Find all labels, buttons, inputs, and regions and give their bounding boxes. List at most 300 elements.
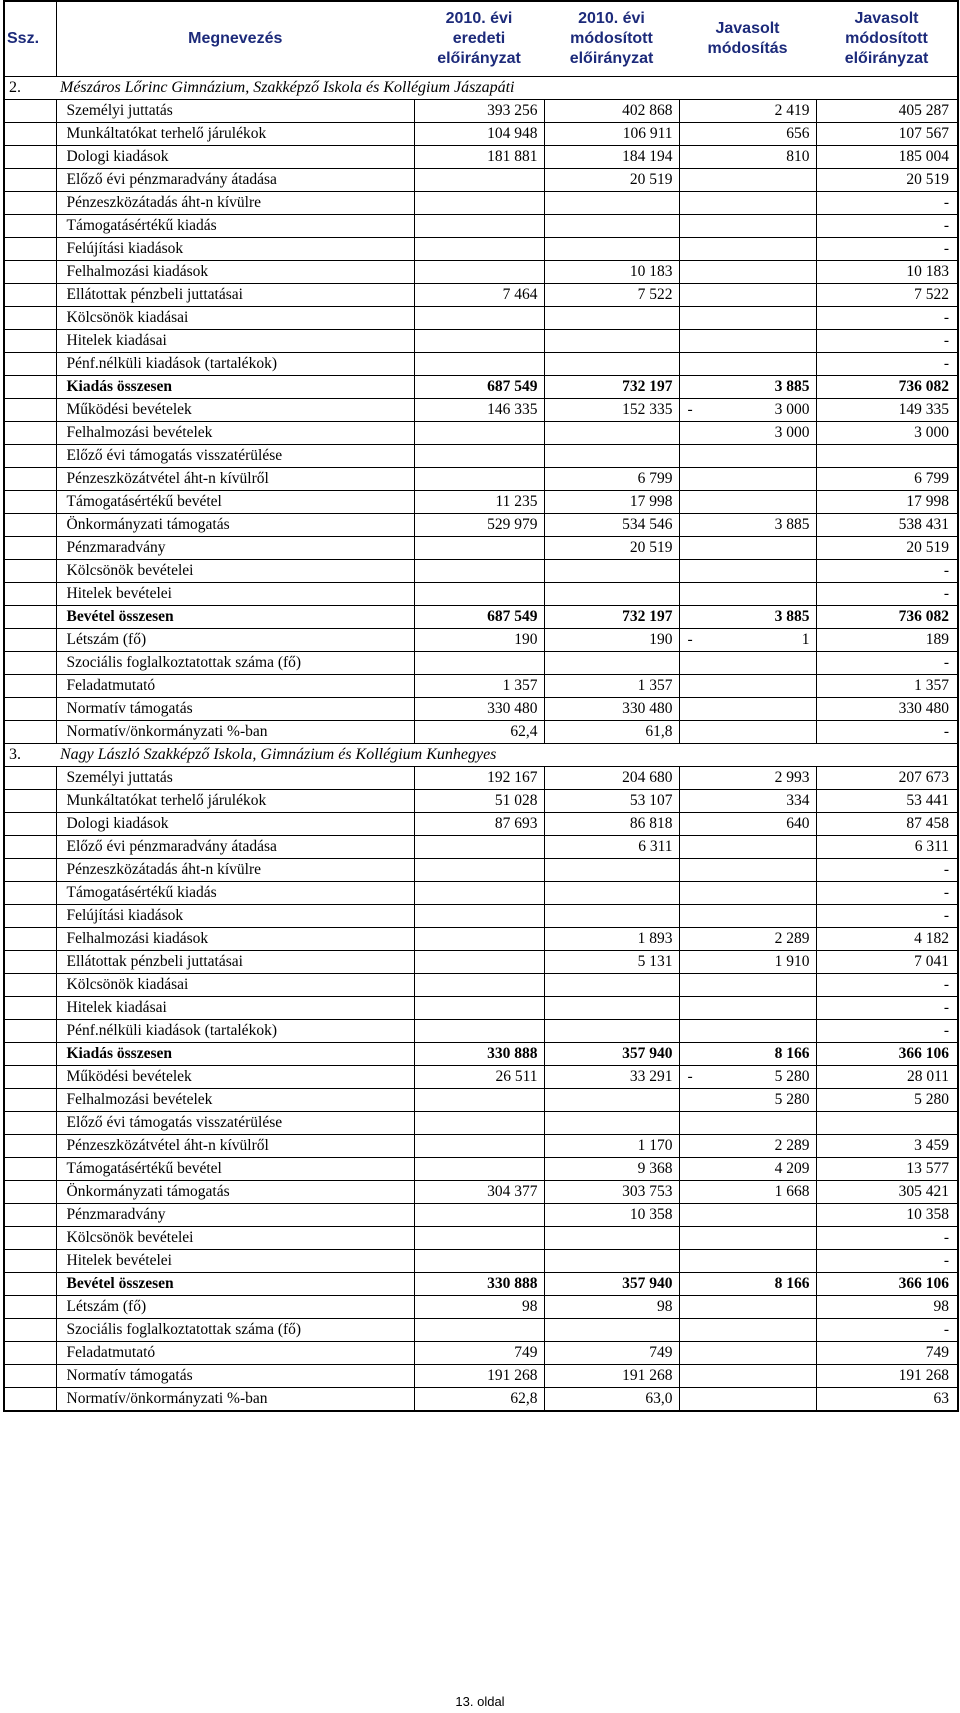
table-row [4, 629, 958, 652]
table-row [4, 1388, 958, 1412]
row-label: Pénf.nélküli kiadások (tartalékok) [56, 353, 414, 376]
row-value-v4 [816, 974, 958, 997]
table-row [4, 583, 958, 606]
table-row [4, 422, 958, 445]
row-label: Felhalmozási bevételek [56, 422, 414, 445]
row-value-v1 [414, 169, 544, 192]
row-value-v4 [816, 1066, 958, 1089]
row-value-v4 [816, 1089, 958, 1112]
value-text: - [943, 332, 949, 349]
row-value-v1 [414, 376, 544, 399]
row-value-v2 [544, 376, 679, 399]
value-text: 6 799 [637, 470, 673, 487]
row-value-v2 [544, 422, 679, 445]
row-label: Felhalmozási bevételek [56, 1089, 414, 1112]
value-text: - [943, 1229, 949, 1246]
row-value-v3 [679, 629, 816, 652]
value-text: 687 549 [487, 608, 538, 625]
row-label: Működési bevételek [56, 399, 414, 422]
row-value-v1 [414, 1273, 544, 1296]
value-text: 191 268 [487, 1367, 538, 1384]
change-sign: - [687, 1068, 693, 1085]
value-text: 1 170 [637, 1137, 673, 1154]
row-value-v2 [544, 790, 679, 813]
table-row [4, 307, 958, 330]
row-value-v2 [544, 882, 679, 905]
value-text: 3 000 [914, 424, 949, 441]
row-value-v3 [679, 1296, 816, 1319]
value-text: 6 311 [914, 838, 949, 855]
table-row [4, 698, 958, 721]
row-ssz-cell [4, 1273, 56, 1296]
row-value-v3 [679, 238, 816, 261]
row-ssz-cell [4, 169, 56, 192]
row-label: Létszám (fő) [56, 1296, 414, 1319]
row-ssz-cell [4, 399, 56, 422]
row-value-v3 [679, 1089, 816, 1112]
value-text: 192 167 [487, 769, 538, 786]
row-value-v4 [816, 997, 958, 1020]
table-row [4, 468, 958, 491]
row-value-v4 [816, 330, 958, 353]
row-label: Ellátottak pénzbeli juttatásai [56, 951, 414, 974]
value-text: 53 441 [906, 792, 949, 809]
row-ssz-cell [4, 491, 56, 514]
row-value-v3 [679, 1181, 816, 1204]
row-value-v3 [679, 560, 816, 583]
value-text: 366 106 [898, 1045, 949, 1062]
row-value-v2 [544, 169, 679, 192]
row-value-v3 [679, 1158, 816, 1181]
row-value-v4 [816, 215, 958, 238]
value-text: 640 [786, 815, 810, 832]
row-ssz-cell [4, 583, 56, 606]
table-row [4, 813, 958, 836]
row-label: Feladatmutató [56, 675, 414, 698]
table-row [4, 261, 958, 284]
row-value-v4 [816, 307, 958, 330]
value-text: 5 280 [774, 1068, 810, 1085]
row-value-v1 [414, 192, 544, 215]
row-value-v2 [544, 307, 679, 330]
row-value-v3 [679, 284, 816, 307]
row-value-v1 [414, 606, 544, 629]
row-label: Bevétel összesen [56, 1273, 414, 1296]
value-text: 1 357 [502, 677, 538, 694]
row-value-v4 [816, 146, 958, 169]
value-text: 17 998 [906, 493, 949, 510]
change-sign: - [687, 401, 693, 418]
row-value-v2 [544, 721, 679, 744]
value-text: 146 335 [487, 401, 538, 418]
row-value-v3 [679, 169, 816, 192]
value-text: 190 [649, 631, 673, 648]
row-ssz-cell [4, 1296, 56, 1319]
row-label: Hitelek kiadásai [56, 997, 414, 1020]
row-ssz-cell [4, 997, 56, 1020]
row-ssz-cell [4, 307, 56, 330]
value-text: - [943, 861, 949, 878]
value-text: 1 668 [774, 1183, 810, 1200]
value-text: - [943, 884, 949, 901]
row-value-v3 [679, 422, 816, 445]
row-value-v1 [414, 1342, 544, 1365]
value-text: 28 011 [906, 1068, 949, 1085]
row-value-v4 [816, 767, 958, 790]
value-text: 749 [925, 1344, 949, 1361]
value-text: 366 106 [898, 1275, 949, 1292]
row-value-v1 [414, 1204, 544, 1227]
row-ssz-cell [4, 905, 56, 928]
value-text: - [943, 309, 949, 326]
row-value-v2 [544, 1227, 679, 1250]
row-ssz-cell [4, 468, 56, 491]
value-text: 810 [786, 148, 810, 165]
row-label: Támogatásértékű kiadás [56, 215, 414, 238]
row-value-v4 [816, 583, 958, 606]
value-text: 330 888 [487, 1045, 538, 1062]
value-text: - [943, 585, 949, 602]
table-row [4, 1043, 958, 1066]
row-value-v4 [816, 882, 958, 905]
value-text: - [943, 194, 949, 211]
value-text: 2 289 [774, 1137, 810, 1154]
table-row [4, 1342, 958, 1365]
row-ssz-cell [4, 1158, 56, 1181]
row-ssz-cell [4, 698, 56, 721]
row-value-v3 [679, 330, 816, 353]
row-ssz-cell [4, 675, 56, 698]
row-value-v3 [679, 1342, 816, 1365]
row-ssz-cell [4, 859, 56, 882]
row-label: Normatív/önkormányzati %-ban [56, 721, 414, 744]
value-text: 104 948 [487, 125, 538, 142]
value-text: - [943, 999, 949, 1016]
value-text: 86 818 [629, 815, 673, 832]
row-value-v3 [679, 882, 816, 905]
value-text: 330 480 [487, 700, 538, 717]
row-label: Előző évi támogatás visszatérülése [56, 445, 414, 468]
value-text: 184 194 [622, 148, 673, 165]
row-value-v2 [544, 767, 679, 790]
table-row [4, 652, 958, 675]
value-text: 20 519 [629, 171, 673, 188]
row-value-v2 [544, 560, 679, 583]
row-value-v1 [414, 1158, 544, 1181]
row-value-v3 [679, 445, 816, 468]
row-value-v1 [414, 951, 544, 974]
row-ssz-cell [4, 123, 56, 146]
value-text: 4 209 [774, 1160, 810, 1177]
row-value-v2 [544, 330, 679, 353]
table-row [4, 399, 958, 422]
value-text: 304 377 [487, 1183, 538, 1200]
row-label: Hitelek kiadásai [56, 330, 414, 353]
row-value-v1 [414, 1181, 544, 1204]
row-value-v2 [544, 1250, 679, 1273]
value-text: 204 680 [622, 769, 673, 786]
row-value-v3 [679, 261, 816, 284]
value-text: - [943, 217, 949, 234]
value-text: 402 868 [622, 102, 673, 119]
row-value-v2 [544, 353, 679, 376]
row-value-v2 [544, 146, 679, 169]
row-ssz-cell [4, 652, 56, 675]
value-text: 749 [514, 1344, 538, 1361]
value-text: - [943, 654, 949, 671]
value-text: 736 082 [898, 608, 949, 625]
value-text: 20 519 [629, 539, 673, 556]
table-row [4, 238, 958, 261]
section-header [4, 744, 958, 767]
row-value-v3 [679, 1227, 816, 1250]
table-row [4, 905, 958, 928]
row-value-v3 [679, 675, 816, 698]
row-value-v3 [679, 905, 816, 928]
row-value-v4 [816, 1319, 958, 1342]
row-ssz-cell [4, 284, 56, 307]
row-ssz-cell [4, 629, 56, 652]
value-text: 13 577 [906, 1160, 949, 1177]
row-value-v4 [816, 1296, 958, 1319]
row-value-v3 [679, 928, 816, 951]
header-col3: Javasolt módosítás [679, 1, 816, 77]
value-text: 5 280 [774, 1091, 810, 1108]
budget-table [3, 0, 959, 1412]
row-value-v3 [679, 1135, 816, 1158]
row-label: Előző évi támogatás visszatérülése [56, 1112, 414, 1135]
value-text: 87 458 [906, 815, 949, 832]
row-value-v2 [544, 192, 679, 215]
row-label: Szociális foglalkoztatottak száma (fő) [56, 1319, 414, 1342]
row-label: Feladatmutató [56, 1342, 414, 1365]
row-value-v1 [414, 307, 544, 330]
value-text: 61,8 [645, 723, 673, 740]
table-row [4, 123, 958, 146]
row-ssz-cell [4, 353, 56, 376]
row-value-v4 [816, 629, 958, 652]
row-value-v2 [544, 1296, 679, 1319]
row-label: Felújítási kiadások [56, 905, 414, 928]
row-label: Kölcsönök bevételei [56, 560, 414, 583]
table-row [4, 169, 958, 192]
table-row [4, 721, 958, 744]
row-value-v3 [679, 537, 816, 560]
row-label: Kölcsönök kiadásai [56, 974, 414, 997]
row-value-v1 [414, 1066, 544, 1089]
value-text: 87 693 [494, 815, 538, 832]
row-value-v3 [679, 859, 816, 882]
row-value-v1 [414, 928, 544, 951]
table-row [4, 1273, 958, 1296]
row-value-v1 [414, 330, 544, 353]
row-value-v1 [414, 353, 544, 376]
table-row [4, 1365, 958, 1388]
header-row [4, 1, 958, 77]
row-ssz-cell [4, 330, 56, 353]
value-text: 3 885 [774, 516, 810, 533]
row-value-v4 [816, 859, 958, 882]
row-value-v3 [679, 1319, 816, 1342]
value-text: 2 993 [774, 769, 810, 786]
row-value-v4 [816, 1250, 958, 1273]
row-value-v2 [544, 468, 679, 491]
table-row [4, 790, 958, 813]
row-value-v3 [679, 1204, 816, 1227]
value-text: 2 289 [774, 930, 810, 947]
row-value-v2 [544, 1043, 679, 1066]
value-text: 303 753 [622, 1183, 673, 1200]
row-label: Támogatásértékű bevétel [56, 1158, 414, 1181]
row-value-v3 [679, 767, 816, 790]
row-value-v3 [679, 721, 816, 744]
row-value-v3 [679, 836, 816, 859]
row-value-v3 [679, 100, 816, 123]
row-ssz-cell [4, 951, 56, 974]
table-row [4, 1204, 958, 1227]
row-ssz-cell [4, 1250, 56, 1273]
row-value-v2 [544, 629, 679, 652]
value-text: 6 311 [638, 838, 673, 855]
budget-sheet [3, 0, 957, 1412]
value-text: 107 567 [898, 125, 949, 142]
row-value-v1 [414, 790, 544, 813]
row-value-v3 [679, 123, 816, 146]
value-text: 732 197 [622, 378, 673, 395]
row-value-v1 [414, 813, 544, 836]
row-value-v1 [414, 859, 544, 882]
row-label: Pénf.nélküli kiadások (tartalékok) [56, 1020, 414, 1043]
table-row [4, 859, 958, 882]
row-value-v4 [816, 1135, 958, 1158]
row-value-v2 [544, 974, 679, 997]
row-label: Önkormányzati támogatás [56, 1181, 414, 1204]
value-text: 749 [649, 1344, 673, 1361]
table-row [4, 376, 958, 399]
row-value-v3 [679, 1020, 816, 1043]
row-label: Dologi kiadások [56, 146, 414, 169]
row-value-v4 [816, 1204, 958, 1227]
row-value-v2 [544, 1181, 679, 1204]
row-value-v2 [544, 445, 679, 468]
header-ssz: Ssz. [4, 1, 56, 77]
row-value-v2 [544, 1020, 679, 1043]
row-value-v1 [414, 1388, 544, 1412]
value-text: 687 549 [487, 378, 538, 395]
table-row [4, 560, 958, 583]
section-header [4, 77, 958, 100]
row-value-v2 [544, 399, 679, 422]
row-value-v1 [414, 514, 544, 537]
row-label: Felújítási kiadások [56, 238, 414, 261]
row-label: Hitelek bevételei [56, 1250, 414, 1273]
value-text: 3 459 [914, 1137, 949, 1154]
row-value-v1 [414, 583, 544, 606]
value-text: 20 519 [906, 171, 949, 188]
table-row [4, 974, 958, 997]
section-title: Nagy László Szakképző Iskola, Gimnázium és Kollégium Kunhegyes [56, 744, 958, 767]
table-row [4, 1066, 958, 1089]
table-row [4, 537, 958, 560]
row-value-v3 [679, 698, 816, 721]
row-label: Munkáltatókat terhelő járulékok [56, 790, 414, 813]
value-text: 181 881 [487, 148, 538, 165]
value-text: 7 522 [637, 286, 673, 303]
value-text: 63,0 [645, 1390, 673, 1407]
value-text: 8 166 [774, 1275, 810, 1292]
value-text: 17 998 [629, 493, 673, 510]
value-text: 330 480 [898, 700, 949, 717]
value-text: 393 256 [487, 102, 538, 119]
row-value-v2 [544, 997, 679, 1020]
row-ssz-cell [4, 1342, 56, 1365]
row-label: Pénzeszközátadás áht-n kívülre [56, 859, 414, 882]
row-value-v2 [544, 514, 679, 537]
value-text: - [943, 1321, 949, 1338]
row-value-v4 [816, 284, 958, 307]
row-value-v4 [816, 606, 958, 629]
row-ssz-cell [4, 1135, 56, 1158]
value-text: 191 268 [622, 1367, 673, 1384]
value-text: 3 000 [774, 424, 810, 441]
row-value-v3 [679, 1250, 816, 1273]
row-value-v2 [544, 1204, 679, 1227]
row-ssz-cell [4, 238, 56, 261]
row-value-v1 [414, 261, 544, 284]
row-label: Felhalmozási kiadások [56, 261, 414, 284]
row-ssz-cell [4, 1319, 56, 1342]
row-ssz-cell [4, 974, 56, 997]
value-text: 51 028 [494, 792, 538, 809]
row-value-v3 [679, 376, 816, 399]
value-text: 10 358 [906, 1206, 949, 1223]
value-text: 62,8 [510, 1390, 538, 1407]
row-value-v1 [414, 100, 544, 123]
table-row [4, 1158, 958, 1181]
row-value-v1 [414, 215, 544, 238]
table-row [4, 928, 958, 951]
value-text: 334 [786, 792, 810, 809]
value-text: - [943, 907, 949, 924]
row-value-v4 [816, 123, 958, 146]
row-ssz-cell [4, 882, 56, 905]
row-value-v4 [816, 813, 958, 836]
table-row [4, 330, 958, 353]
row-label: Önkormányzati támogatás [56, 514, 414, 537]
row-label: Pénzmaradvány [56, 537, 414, 560]
row-label: Pénzmaradvány [56, 1204, 414, 1227]
value-text: 98 [522, 1298, 538, 1315]
value-text: 5 131 [637, 953, 673, 970]
row-value-v3 [679, 951, 816, 974]
value-text: 656 [786, 125, 810, 142]
row-value-v1 [414, 629, 544, 652]
row-ssz-cell [4, 1020, 56, 1043]
row-value-v4 [816, 560, 958, 583]
row-ssz-cell [4, 215, 56, 238]
row-value-v1 [414, 422, 544, 445]
row-value-v2 [544, 928, 679, 951]
row-value-v4 [816, 514, 958, 537]
row-value-v2 [544, 606, 679, 629]
row-value-v3 [679, 1365, 816, 1388]
row-ssz-cell [4, 445, 56, 468]
row-value-v4 [816, 376, 958, 399]
row-label: Előző évi pénzmaradvány átadása [56, 169, 414, 192]
row-label: Bevétel összesen [56, 606, 414, 629]
row-value-v1 [414, 146, 544, 169]
row-value-v1 [414, 537, 544, 560]
